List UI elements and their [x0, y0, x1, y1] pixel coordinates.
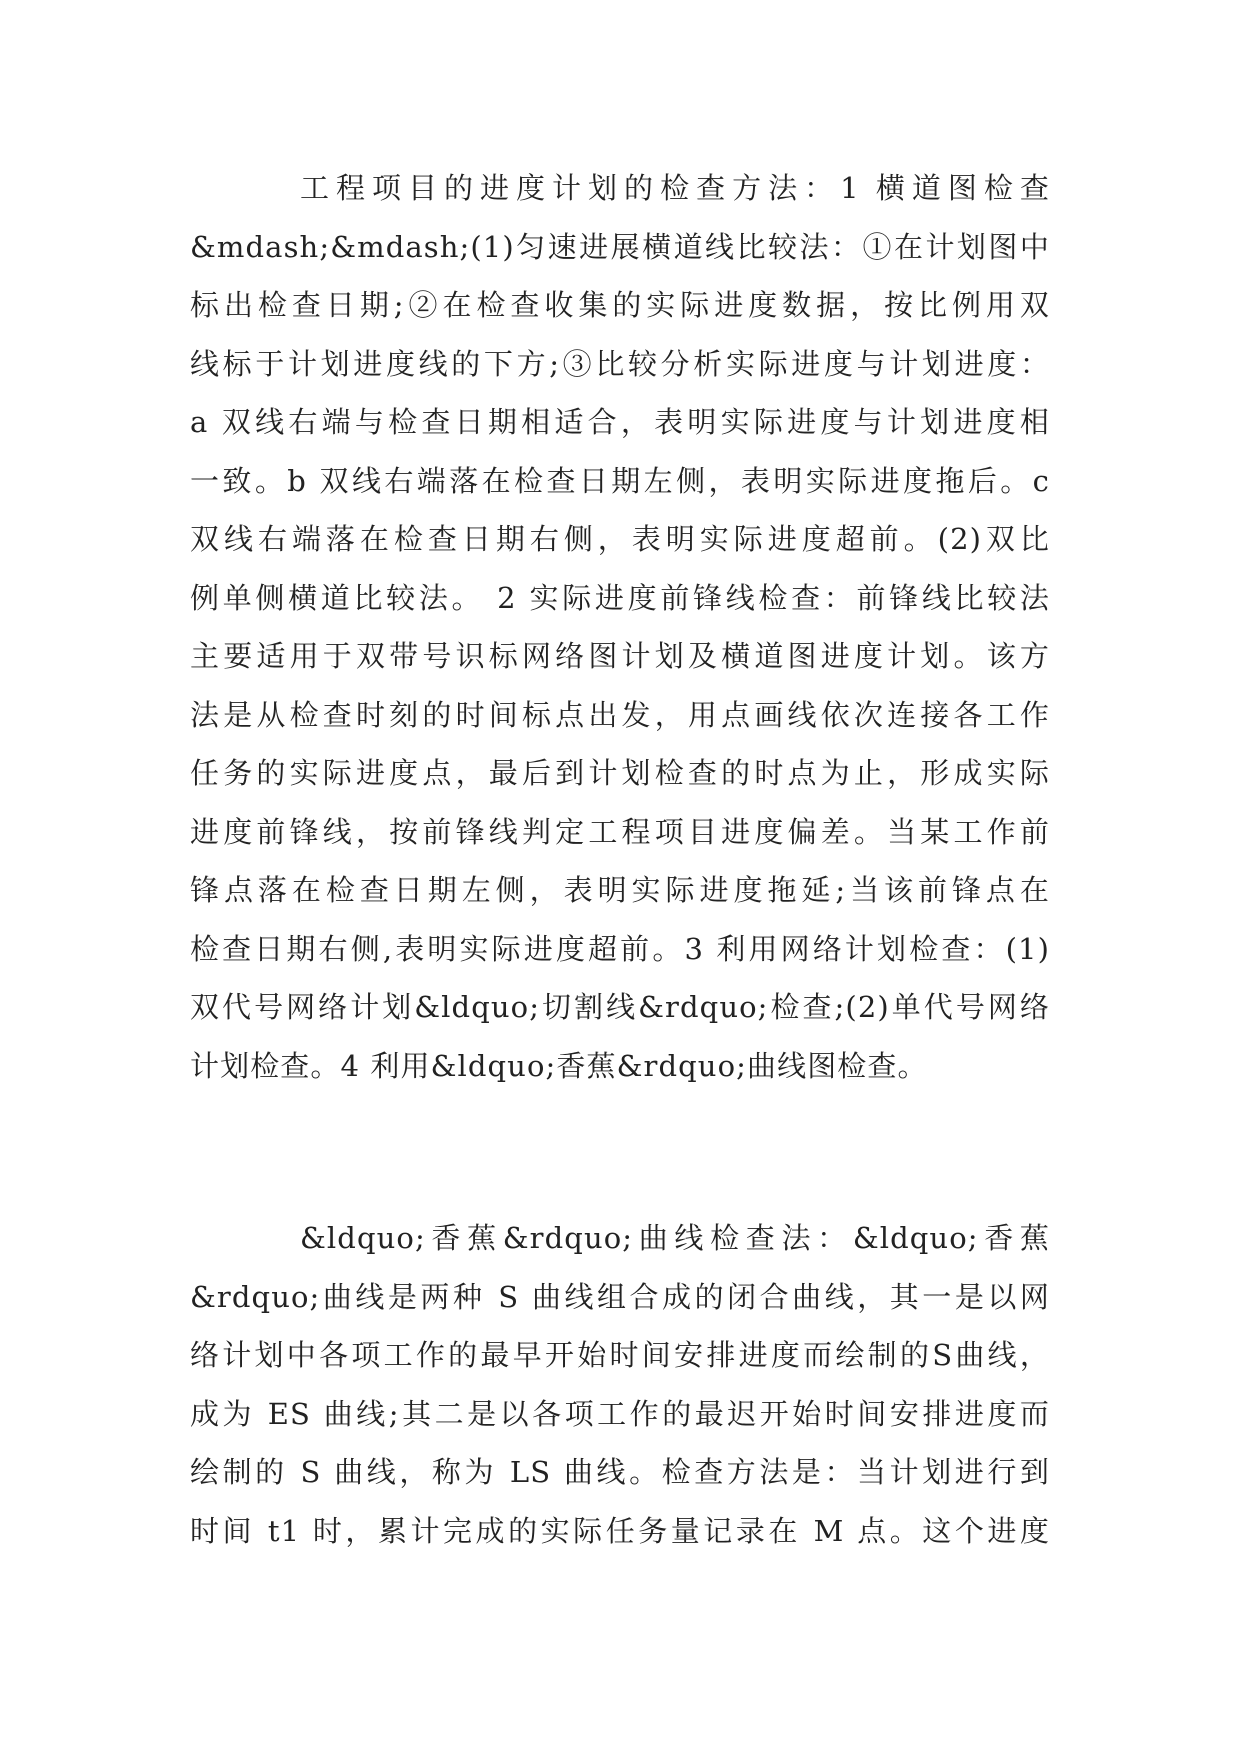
text-line: 主要适用于双带号识标网络图计划及横道图进度计划。该方 — [190, 639, 1050, 673]
text-line: 双代号网络计划&ldquo;切割线&rdquo;检查;(2)单代号网络 — [190, 990, 1050, 1024]
text-line: 例单侧横道比较法。 2 实际进度前锋线检查：前锋线比较法 — [190, 580, 1050, 615]
text-line: 进度前锋线，按前锋线判定工程项目进度偏差。当某工作前 — [190, 814, 1050, 849]
paragraph-1 — [190, 164, 1050, 1100]
text-line: 计划检查。4 利用&ldquo;香蕉&rdquo;曲线图检查。 — [190, 1048, 928, 1083]
text-line: &ldquo;香蕉&rdquo;曲线检查法：&ldquo;香蕉 — [300, 1221, 1050, 1255]
text-line: 工程项目的进度计划的检查方法：1 横道图检查 — [300, 171, 1050, 205]
text-line: 检查日期右侧,表明实际进度超前。3 利用网络计划检查：(1) — [190, 931, 1050, 966]
text-line: a 双线右端与检查日期相适合，表明实际进度与计划进度相 — [190, 405, 1050, 439]
text-line: 成为 ES 曲线;其二是以各项工作的最迟开始时间安排进度而 — [190, 1396, 1050, 1431]
text-line: 标出检查日期;②在检查收集的实际进度数据，按比例用双 — [190, 288, 1050, 322]
text-line: 锋点落在检查日期左侧，表明实际进度拖延;当该前锋点在 — [190, 873, 1050, 907]
text-line: 线标于计划进度线的下方;③比较分析实际进度与计划进度： — [190, 346, 1050, 381]
text-line: &rdquo;曲线是两种 S 曲线组合成的闭合曲线，其一是以网 — [190, 1279, 1050, 1314]
paragraph-2 — [190, 1214, 1050, 1565]
text-line: &mdash;&mdash;(1)匀速进展横道线比较法：①在计划图中 — [190, 229, 1050, 264]
text-line: 任务的实际进度点，最后到计划检查的时点为止，形成实际 — [190, 756, 1050, 790]
text-line: 法是从检查时刻的时间标点出发，用点画线依次连接各工作 — [190, 697, 1050, 732]
text-line: 双线右端落在检查日期右侧，表明实际进度超前。(2)双比 — [190, 522, 1050, 556]
text-line: 络计划中各项工作的最早开始时间安排进度而绘制的S曲线， — [190, 1338, 1050, 1372]
text-line: 时间 t1 时，累计完成的实际任务量记录在 M 点。这个进度 — [190, 1513, 1050, 1548]
text-line: 绘制的 S 曲线，称为 LS 曲线。检查方法是：当计划进行到 — [190, 1455, 1050, 1489]
text-line: 一致。b 双线右端落在检查日期左侧，表明实际进度拖后。c — [190, 463, 1050, 498]
